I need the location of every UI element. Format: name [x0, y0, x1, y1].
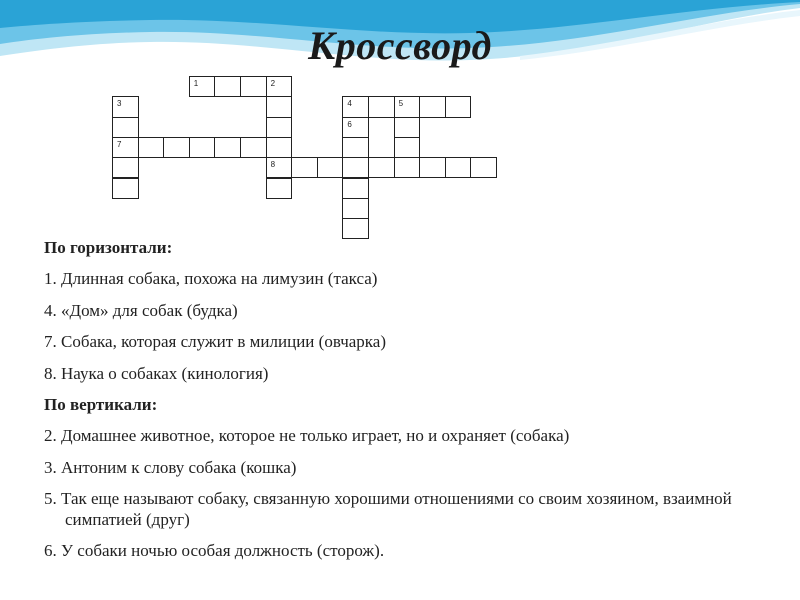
crossword-cell[interactable]	[266, 96, 293, 117]
vertical-heading: По вертикали:	[44, 395, 158, 415]
clue-vertical-2: 2. Домашнее животное, которое не только играет, но и охраняет (собака)	[44, 426, 570, 446]
crossword-cell[interactable]	[163, 137, 190, 158]
clue-vertical-6: 6. У собаки ночью особая должность (сторож).	[44, 541, 385, 561]
clue-number: 6	[347, 119, 352, 129]
crossword-cell[interactable]	[112, 157, 139, 178]
clues-section	[44, 232, 764, 567]
crossword-cell[interactable]	[342, 117, 369, 138]
crossword-cell[interactable]	[240, 137, 267, 158]
crossword-cell[interactable]	[342, 178, 369, 199]
crossword-cell[interactable]	[419, 157, 446, 178]
horizontal-heading: По горизонтали:	[44, 238, 173, 257]
clue-number: 2	[270, 79, 276, 88]
crossword-cell[interactable]	[394, 96, 421, 117]
crossword-cell[interactable]	[214, 76, 241, 97]
crossword-cell[interactable]	[112, 178, 139, 199]
crossword-cell[interactable]	[266, 137, 293, 158]
crossword-cell[interactable]	[317, 157, 344, 178]
crossword-cell[interactable]	[138, 137, 165, 158]
crossword-cell[interactable]	[112, 96, 139, 117]
crossword-cell[interactable]	[189, 76, 216, 97]
clue-number: 5	[398, 99, 404, 109]
crossword-cell[interactable]	[394, 137, 421, 158]
clue-horizontal-7: 7. Собака, которая служит в милиции (овчарка)	[44, 332, 387, 352]
clue-vertical-3: 3. Антоним к слову собака (кошка)	[44, 457, 297, 477]
crossword-cell[interactable]	[266, 157, 293, 178]
clue-number: 4	[347, 99, 352, 109]
crossword-cell[interactable]	[189, 137, 216, 158]
clue-number: 7	[117, 139, 122, 149]
crossword-cell[interactable]	[342, 157, 369, 178]
crossword-cell[interactable]	[342, 137, 369, 158]
crossword-cell[interactable]	[214, 137, 241, 158]
clue-horizontal-4: 4. «Дом» для собак (будка)	[44, 300, 238, 320]
crossword-cell[interactable]	[266, 117, 293, 138]
crossword-cell[interactable]	[291, 157, 318, 178]
crossword-cell[interactable]	[342, 198, 369, 219]
crossword-cell[interactable]	[394, 157, 421, 178]
crossword-cell[interactable]	[266, 178, 293, 199]
clue-number: 3	[117, 99, 122, 109]
clue-horizontal-1: 1. Длинная собака, похожа на лимузин (такса)	[44, 269, 378, 289]
crossword-cell[interactable]	[368, 96, 395, 117]
crossword-cell[interactable]	[342, 96, 369, 117]
clue-vertical-5: 5. Так еще называют собаку, связанную хорошими отношениями со своим хозяином, взаимной симпатией (друг)	[44, 489, 732, 530]
crossword-cell[interactable]	[266, 76, 293, 97]
crossword-cell[interactable]	[445, 96, 472, 117]
crossword-grid	[0, 0, 800, 260]
clue-number: 8	[270, 160, 276, 170]
crossword-cell[interactable]	[445, 157, 472, 178]
clue-horizontal-8: 8. Наука о собаках (кинология)	[44, 363, 269, 383]
clue-number: 1	[193, 79, 199, 88]
crossword-cell[interactable]	[470, 157, 497, 178]
crossword-cell[interactable]	[112, 117, 139, 138]
crossword-cell[interactable]	[394, 117, 421, 138]
page-title: Кроссворд	[308, 23, 492, 68]
crossword-cell[interactable]	[419, 96, 446, 117]
crossword-cell[interactable]	[240, 76, 267, 97]
crossword-cell[interactable]	[368, 157, 395, 178]
crossword-cell[interactable]	[112, 137, 139, 158]
